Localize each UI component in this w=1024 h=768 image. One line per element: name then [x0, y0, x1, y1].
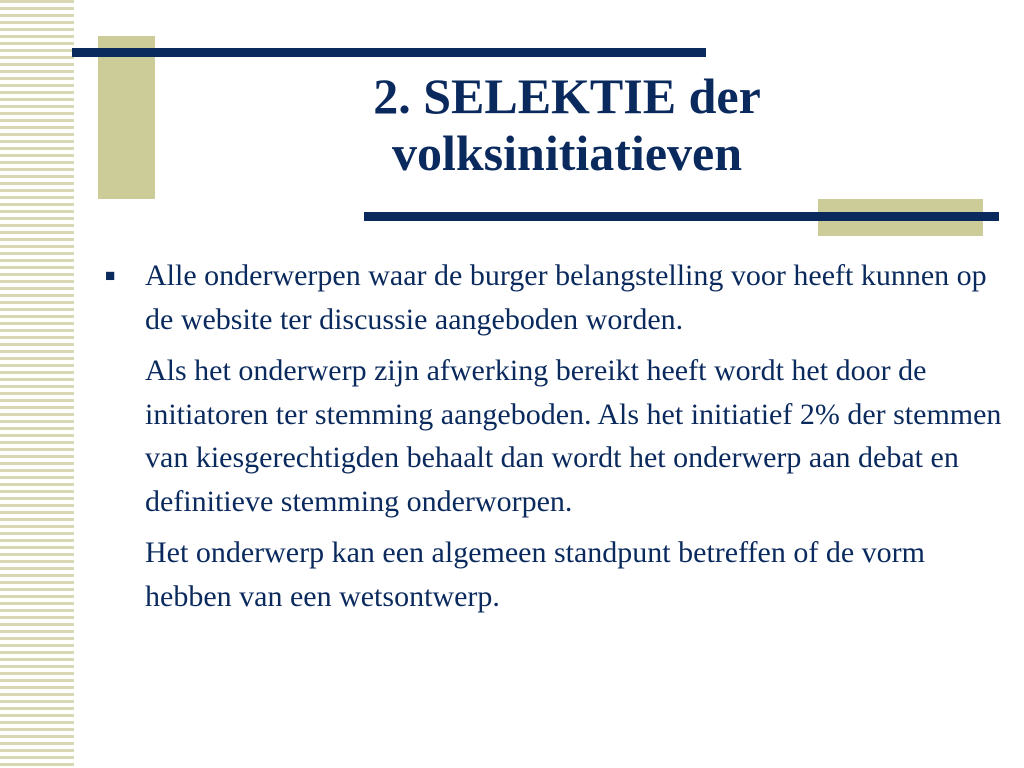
paragraph-1: Alle onderwerpen waar de burger belangstelling voor heeft kunnen op de website ter discussie aangeboden worden. — [145, 259, 987, 336]
slide-title: 2. SELEKTIE der volksinitiatieven — [373, 68, 761, 181]
paragraph-2: Als het onderwerp zijn afwerking bereikt heeft wordt het door de initiatoren ter stemming aangeboden. Als het initiatief 2% der stemmen van kiesgerechtigden behaalt dan wordt het onderwerp aan debat en definitieve stemming onderworpen. — [145, 354, 1002, 518]
title-top-rule — [72, 48, 706, 57]
paragraph-3: Het onderwerp kan een algemeen standpunt betreffen of de vorm hebben van een wetsontwerp. — [145, 536, 925, 613]
slide-body — [105, 254, 1005, 626]
left-stripe-decoration — [0, 0, 74, 768]
top-accent-square — [98, 36, 155, 199]
title-bottom-rule — [364, 212, 999, 221]
bullet-square-icon: ■ — [105, 266, 116, 285]
